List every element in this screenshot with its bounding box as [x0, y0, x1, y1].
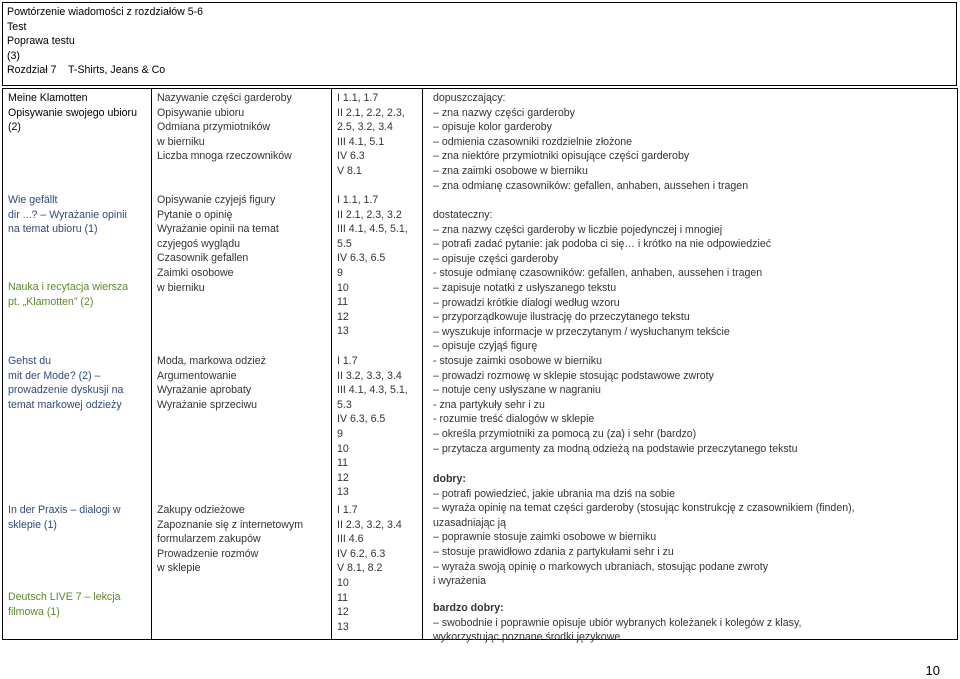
text-line: i wyrażenia	[433, 575, 486, 588]
text-line: 11	[337, 296, 348, 309]
topic-block	[8, 590, 120, 619]
text-line: – swobodnie i poprawnie opisuje ubiór wybranych koleżanek i kolegów z klasy,	[433, 616, 802, 629]
text-line: w bierniku	[157, 135, 205, 148]
text-line: – prowadzi krótkie dialogi według wzoru	[433, 296, 620, 309]
content-block	[157, 91, 292, 164]
text-line: – zapisuje notatki z usłyszanego tekstu	[433, 281, 617, 294]
text-line: IV 6.3	[337, 150, 365, 163]
text-line: V 8.1, 8.2	[337, 562, 383, 575]
text-line: Czasownik gefallen	[157, 252, 249, 265]
text-line: IV 6.3, 6.5	[337, 252, 386, 265]
text-line: Opisywanie czyjejś figury	[157, 194, 276, 206]
text-line: w sklepie	[157, 562, 201, 575]
text-line: 12	[337, 606, 349, 619]
text-line: – zna niektóre przymiotniki opisujące części garderoby	[433, 150, 690, 163]
content-block	[157, 503, 303, 576]
text-line: II 2.1, 2.3, 3.2	[337, 208, 402, 221]
text-line: II 2.3, 3.2, 3.4	[337, 518, 402, 531]
text-line: - stosuje zaimki osobowe w bierniku	[433, 354, 602, 367]
text-line: Pytanie o opinię	[157, 208, 233, 221]
text-line: Wie gefällt	[8, 194, 58, 206]
text-line: – określa przymiotniki za pomocą zu (za) i sehr (bardzo)	[433, 427, 697, 440]
topic-block	[8, 280, 128, 309]
text-line: sklepie (1)	[8, 518, 57, 531]
requirements-block	[433, 208, 798, 456]
text-line: Zakupy odzieżowe	[157, 504, 245, 516]
text-line: Zaimki osobowe	[157, 266, 234, 279]
text-line: czyjegoś wyglądu	[157, 237, 241, 250]
curriculum-block	[337, 193, 408, 339]
text-line: mit der Mode? (2) –	[8, 369, 101, 382]
text-line: IV 6.2, 6.3	[337, 547, 386, 560]
text-line: – zna nazwy części garderoby	[433, 106, 575, 119]
text-line: 10	[337, 576, 349, 589]
text-line: III 4.6	[337, 533, 364, 546]
header-line: Test	[7, 20, 27, 33]
text-line: – zna zaimki osobowe w bierniku	[433, 164, 588, 177]
text-line: – notuje ceny usłyszane w nagraniu	[433, 384, 601, 397]
text-line: w bierniku	[157, 281, 205, 294]
text-line: wykorzystując poznane środki językowe	[433, 631, 621, 644]
text-line: IV 6.3, 6.5	[337, 413, 386, 426]
text-line: Opisywanie swojego ubioru	[8, 106, 137, 119]
grade-title: dobry:	[433, 473, 466, 485]
header-line: (3)	[7, 49, 20, 62]
text-line: – zna odmianę czasowników: gefallen, anhaben, aussehen i tragen	[433, 179, 749, 192]
header-line: Poprawa testu	[7, 35, 75, 48]
text-line: na temat ubioru (1)	[8, 223, 98, 236]
text-line: Argumentowanie	[157, 369, 237, 382]
text-line: 10	[337, 442, 349, 455]
text-line: – opisuje czyjąś figurę	[433, 340, 538, 353]
plan-table	[2, 88, 958, 644]
topic-block	[8, 354, 123, 412]
header-box	[2, 2, 957, 86]
text-line: III 4.1, 4.3, 5.1,	[337, 384, 408, 397]
topic-block	[8, 193, 127, 237]
curriculum-column	[332, 89, 423, 640]
requirements-block	[433, 601, 801, 645]
grade-title: dostateczny:	[433, 209, 493, 221]
text-line: – prowadzi rozmowę w sklepie stosując podstawowe zwroty	[433, 369, 714, 382]
text-line: filmowa (1)	[8, 605, 60, 618]
text-line: I 1.7	[337, 504, 358, 516]
text-line: 11	[337, 591, 348, 604]
text-line: 13	[337, 486, 349, 499]
text-line: – stosuje prawidłowo zdania z partykułami sehr i zu	[433, 545, 674, 558]
text-line: Prowadzenie rozmów	[157, 547, 259, 560]
text-line: – przytacza argumenty za modną odzieżą na podstawie przeczytanego tekstu	[433, 442, 798, 455]
text-line: 5.3	[337, 398, 352, 411]
text-line: 13	[337, 620, 349, 633]
text-line: Zapoznanie się z internetowym	[157, 518, 304, 531]
text-line: 13	[337, 325, 349, 338]
text-line: – potrafi powiedzieć, jakie ubrania ma dziś na sobie	[433, 487, 676, 500]
text-line: V 8.1	[337, 164, 362, 177]
text-line: uzasadniając ją	[433, 516, 507, 529]
text-line: – poprawnie stosuje zaimki osobowe w bierniku	[433, 531, 657, 544]
text-line: Gehst du	[8, 355, 51, 367]
text-line: – odmienia czasowniki rozdzielnie złożone	[433, 135, 633, 148]
text-line: I 1.1, 1.7	[337, 194, 379, 206]
text-line: – wyszukuje informacje w przeczytanym / wysłuchanym tekście	[433, 325, 730, 338]
text-line: pt. „Klamotten” (2)	[8, 295, 94, 308]
text-line: 12	[337, 310, 349, 323]
text-line: Nazywanie części garderoby	[157, 92, 292, 104]
text-line: Opisywanie ubioru	[157, 106, 245, 119]
text-line: Wyrażanie aprobaty	[157, 384, 252, 397]
topics-column	[3, 89, 152, 640]
header-line: Rozdział 7 T-Shirts, Jeans & Co	[7, 64, 166, 77]
text-line: temat markowej odzieży	[8, 398, 122, 411]
text-line: - zna partykuły sehr i zu	[433, 398, 545, 411]
text-line: prowadzenie dyskusji na	[8, 384, 124, 397]
text-line: Deutsch LIVE 7 – lekcja	[8, 591, 121, 603]
text-line: Nauka i recytacja wiersza	[8, 281, 129, 293]
page-number: 10	[925, 663, 940, 678]
text-line: In der Praxis – dialogi w	[8, 504, 121, 516]
text-line: Odmiana przymiotników	[157, 121, 271, 134]
content-column	[152, 89, 332, 640]
requirements-block	[433, 472, 855, 589]
text-line: Wyrażanie opinii na temat	[157, 223, 279, 236]
text-line: 10	[337, 281, 349, 294]
text-line: 11	[337, 457, 348, 470]
text-line: (2)	[8, 121, 21, 134]
text-line: 2.5, 3.2, 3.4	[337, 121, 393, 134]
header-line: Powtórzenie wiadomości z rozdziałów 5-6	[7, 6, 204, 18]
text-line: 9	[337, 266, 343, 279]
text-line: – przyporządkowuje ilustrację do przeczytanego tekstu	[433, 311, 690, 324]
grade-title: bardzo dobry:	[433, 602, 504, 614]
text-line: I 1.7	[337, 355, 358, 367]
curriculum-block	[337, 354, 408, 500]
curriculum-block	[337, 91, 405, 179]
text-line: - stosuje odmianę czasowników: gefallen, anhaben, aussehen i tragen	[433, 267, 763, 280]
content-block	[157, 354, 266, 412]
text-line: – wyraża opinię na temat części garderoby (stosując konstrukcję z czasownikiem (finden),	[433, 502, 855, 515]
text-line: formularzem zakupów	[157, 533, 261, 546]
text-line: – opisuje części garderoby	[433, 252, 559, 265]
text-line: II 2.1, 2.2, 2.3,	[337, 106, 405, 119]
requirements-column	[423, 89, 958, 644]
text-line: Moda, markowa odzież	[157, 355, 266, 367]
text-line: Wyrażanie sprzeciwu	[157, 398, 257, 411]
text-line: 9	[337, 427, 343, 440]
text-line: 5.5	[337, 237, 352, 250]
text-line: III 4.1, 4.5, 5.1,	[337, 223, 408, 236]
text-line: – zna nazwy części garderoby w liczbie pojedynczej i mnogiej	[433, 223, 723, 236]
topic-block	[8, 91, 137, 135]
text-line: - rozumie treść dialogów w sklepie	[433, 413, 595, 426]
text-line: – opisuje kolor garderoby	[433, 121, 552, 134]
text-line: Meine Klamotten	[8, 92, 88, 104]
topic-block	[8, 503, 120, 532]
text-line: 12	[337, 471, 349, 484]
requirements-block	[433, 91, 748, 193]
content-block	[157, 193, 279, 295]
curriculum-block	[337, 503, 402, 634]
text-line: II 3.2, 3.3, 3.4	[337, 369, 402, 382]
text-line: – wyraża swoją opinię o markowych ubraniach, stosując podane zwroty	[433, 560, 769, 573]
grade-title: dopuszczający:	[433, 92, 506, 104]
text-line: Liczba mnoga rzeczowników	[157, 150, 292, 163]
text-line: dir ...? – Wyrażanie opinii	[8, 208, 127, 221]
text-line: III 4.1, 5.1	[337, 135, 385, 148]
text-line: I 1.1, 1.7	[337, 92, 379, 104]
text-line: – potrafi zadać pytanie: jak podoba ci się… i krótko na nie odpowiedzieć	[433, 238, 772, 251]
